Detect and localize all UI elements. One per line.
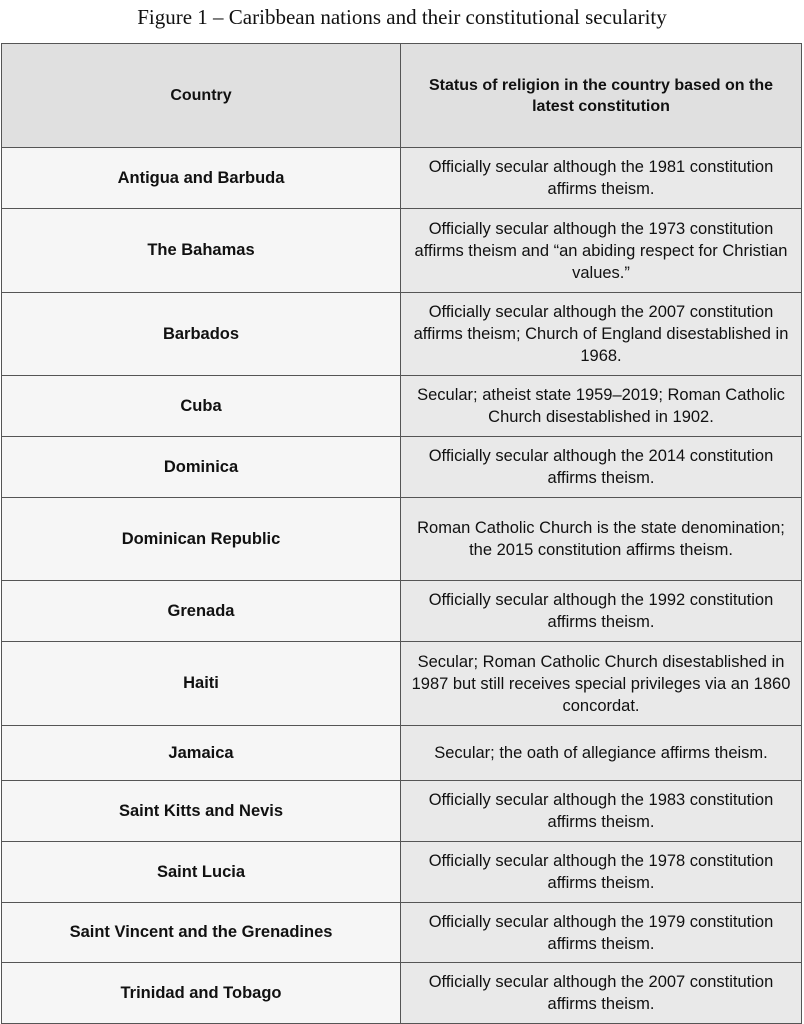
- country-cell: Antigua and Barbuda: [2, 148, 401, 209]
- country-cell: Saint Lucia: [2, 842, 401, 903]
- country-cell: Barbados: [2, 293, 401, 376]
- country-cell: Dominican Republic: [2, 498, 401, 581]
- country-cell: Saint Kitts and Nevis: [2, 781, 401, 842]
- table-row: [2, 963, 802, 1024]
- table-row: [2, 842, 802, 903]
- table-row: [2, 581, 802, 642]
- country-cell: Dominica: [2, 437, 401, 498]
- country-cell: The Bahamas: [2, 209, 401, 293]
- status-cell: Officially secular although the 1973 constitution affirms theism and “an abiding respect for Christian values.”: [401, 209, 802, 293]
- country-cell: Cuba: [2, 376, 401, 437]
- header-country: Country: [2, 44, 401, 148]
- status-cell: Roman Catholic Church is the state denomination; the 2015 constitution affirms theism.: [401, 498, 802, 581]
- country-cell: Saint Vincent and the Grenadines: [2, 903, 401, 963]
- table-row: [2, 437, 802, 498]
- status-cell: Officially secular although the 1981 constitution affirms theism.: [401, 148, 802, 209]
- status-cell: Secular; the oath of allegiance affirms theism.: [401, 726, 802, 781]
- country-cell: Trinidad and Tobago: [2, 963, 401, 1024]
- table-row: [2, 376, 802, 437]
- figure-caption: Figure 1 – Caribbean nations and their constitutional secularity: [137, 5, 667, 29]
- table-row: [2, 726, 802, 781]
- secularity-table: [1, 43, 802, 1024]
- status-cell: Officially secular although the 2007 constitution affirms theism.: [401, 963, 802, 1024]
- table-row: [2, 148, 802, 209]
- header-status: Status of religion in the country based on the latest constitution: [401, 44, 802, 148]
- table-row: [2, 642, 802, 726]
- status-cell: Officially secular although the 1992 constitution affirms theism.: [401, 581, 802, 642]
- status-cell: Officially secular although the 2007 constitution affirms theism; Church of England disestablished in 1968.: [401, 293, 802, 376]
- status-cell: Officially secular although the 2014 constitution affirms theism.: [401, 437, 802, 498]
- table-row: [2, 498, 802, 581]
- table-row: [2, 781, 802, 842]
- table-row: [2, 903, 802, 963]
- table-row: [2, 293, 802, 376]
- table-row: [2, 209, 802, 293]
- status-cell: Officially secular although the 1978 constitution affirms theism.: [401, 842, 802, 903]
- country-cell: Jamaica: [2, 726, 401, 781]
- status-cell: Officially secular although the 1983 constitution affirms theism.: [401, 781, 802, 842]
- status-cell: Secular; Roman Catholic Church disestablished in 1987 but still receives special privileges via an 1860 concordat.: [401, 642, 802, 726]
- table-header-row: [2, 44, 802, 148]
- country-cell: Haiti: [2, 642, 401, 726]
- status-cell: Officially secular although the 1979 constitution affirms theism.: [401, 903, 802, 963]
- status-cell: Secular; atheist state 1959–2019; Roman Catholic Church disestablished in 1902.: [401, 376, 802, 437]
- country-cell: Grenada: [2, 581, 401, 642]
